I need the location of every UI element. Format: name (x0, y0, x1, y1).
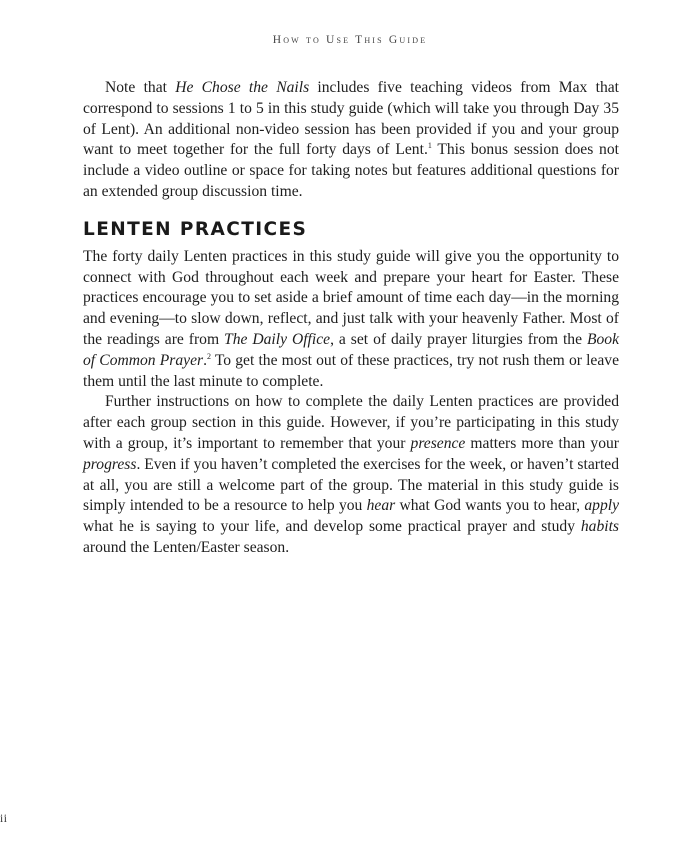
emphasis-progress: progress (83, 455, 137, 473)
emphasis-presence: presence (410, 434, 466, 452)
text-run: The forty daily Lenten practices in this study guide will give you the opportunity to connect with God throughout each week and prepare your heart for Easter. These practices encourage you to set aside a brief amount of time each day—in the morning and evening—to slow down, reflect, and just talk with your heavenly Father. Most of the readings are from (83, 247, 619, 348)
lenten-paragraph-1 (83, 247, 619, 393)
text-run: what he is saying to your life, and develop some practical prayer and study (83, 518, 581, 536)
book-title-daily-office: The Daily Office (224, 330, 331, 348)
text-run: includes five teaching videos from Max that correspond to sessions 1 to 5 in this study guide (which will take you through Day 35 of Lent). An additional non-video session has been provided if you and your group want to meet together for the full forty days of Lent. (83, 79, 619, 159)
emphasis-apply: apply (584, 497, 620, 515)
book-title-he-chose-the-nails: He Chose the Nails (175, 79, 310, 96)
page-body (83, 78, 619, 559)
text-run: Note that (105, 79, 176, 96)
text-run: around the Lenten/Easter season. (83, 538, 290, 556)
footnote-ref-2[interactable]: 2 (206, 351, 211, 361)
text-run: This bonus session does not include a video outline or space for taking notes but features additional questions for an extended group discussion time. (83, 141, 619, 200)
text-run: , a set of daily prayer liturgies from the (330, 330, 587, 348)
emphasis-hear: hear (366, 497, 396, 515)
section-heading-lenten-practices: LENTEN PRACTICES (83, 218, 308, 240)
text-run: To get the most out of these practices, try not rush them or leave them until the last minute to complete. (83, 351, 619, 390)
running-head: How to Use This Guide (272, 34, 428, 46)
intro-paragraph (83, 78, 619, 203)
lenten-paragraph-2 (83, 392, 619, 558)
book-title-common-prayer: Book of Common Prayer (83, 330, 619, 369)
footnote-ref-1[interactable]: 1 (427, 141, 432, 151)
text-run: . Even if you haven’t completed the exercises for the week, or haven’t started at all, you are still a welcome part of the group. The material in this study guide is simply intended to be a resource to help you (83, 455, 619, 515)
text-run: Further instructions on how to complete the daily Lenten practices are provided after each group section in this guide. However, if you’re participating in this study with a group, it’s important to remember that your (83, 393, 619, 452)
text-run: what God wants you to hear, (395, 497, 585, 515)
text-run: . (203, 351, 207, 369)
page-number: ii (0, 813, 8, 825)
emphasis-habits: habits (580, 518, 619, 536)
text-run: matters more than your (465, 434, 619, 452)
